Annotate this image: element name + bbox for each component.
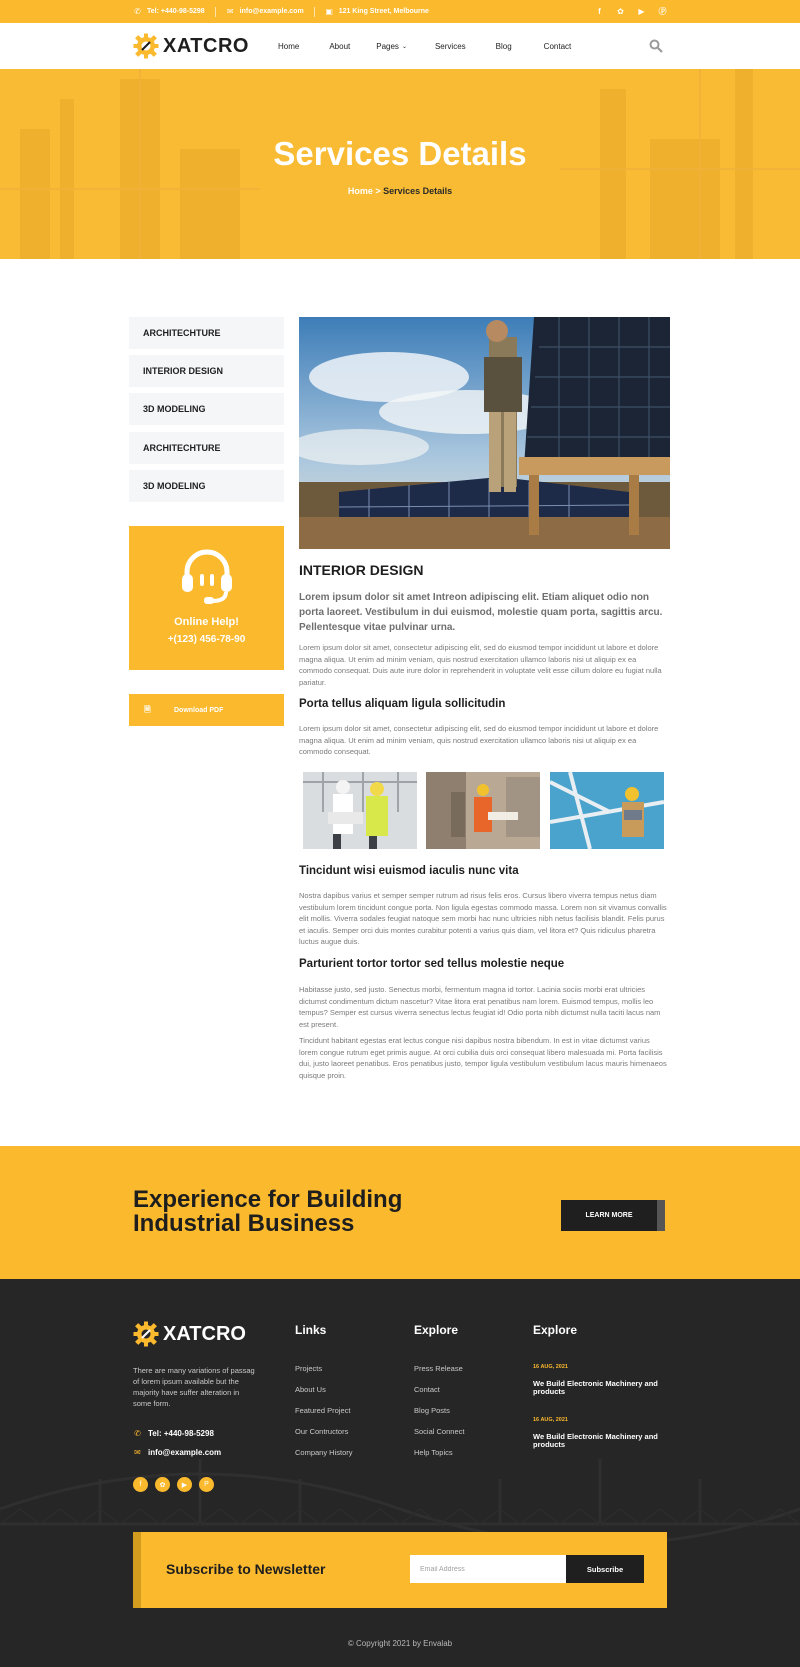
news-date: 16 AUG, 2021 bbox=[533, 1417, 568, 1423]
service-paragraph-3: Nostra dapibus varius et semper semper rutrum ad risus felis eros. Cursus libero viverra tempus netus diam vestibulum lorem tincidunt congue porta. Non ligula egestas commodo massa. Lorem non sit vivamus convallis elit mollis. Viverra sodales feugiat natoque sem morbi hac nunc ultricies nibh netus facilisis blandit. Felis purus et iaculis. Semper orci duis montes curabitur potenti a varius quis diam, vel litora et? Quis ridiculus pharetra luctus augue duis. bbox=[299, 891, 667, 946]
topbar-address: ▣ 121 King Street, Melbourne bbox=[325, 6, 429, 16]
page-hero bbox=[0, 69, 800, 259]
topbar-email[interactable]: ✉ info@example.com bbox=[226, 6, 304, 16]
sidebar-item-3d-modeling[interactable]: 3D MODELING bbox=[129, 393, 284, 425]
topbar-phone[interactable]: ✆ Tel: +440-98-5298 bbox=[134, 6, 205, 16]
footer-link-projects[interactable]: Projects bbox=[295, 1364, 323, 1373]
footer-links-title: Links bbox=[295, 1323, 327, 1337]
newsletter-box bbox=[133, 1532, 667, 1608]
top-bar bbox=[0, 0, 800, 23]
service-paragraph-2: Lorem ipsum dolor sit amet, consectetur adipiscing elit, sed do eiusmod tempor incididunt ut labore et dolore magna aliqua. Ut enim ad minim veniam, quis nostrud exercitation ullamco laboris nisi ut aliquip ex ea commodo consequat. bbox=[299, 724, 659, 756]
footer-phone[interactable]: ✆ Tel: +440-98-5298 bbox=[134, 1428, 214, 1438]
twitter-icon[interactable]: ✿ bbox=[155, 1477, 170, 1492]
news-date: 16 AUG, 2021 bbox=[533, 1364, 568, 1370]
nav-services[interactable]: Services bbox=[434, 41, 466, 51]
footer-email[interactable]: ✉ info@example.com bbox=[134, 1447, 222, 1457]
copyright: © Copyright 2021 by Envalab bbox=[347, 1639, 453, 1648]
sidebar-item-interior-design[interactable]: INTERIOR DESIGN bbox=[129, 355, 284, 387]
breadcrumb-current: Services Details bbox=[383, 186, 453, 196]
nav-contact[interactable]: Contact bbox=[543, 41, 572, 51]
footer-link-featured-project[interactable]: Featured Project bbox=[295, 1406, 351, 1415]
bridge-background-image bbox=[0, 1359, 800, 1667]
service-paragraph-1: Lorem ipsum dolor sit amet, consectetur adipiscing elit, sed do eiusmod tempor incididunt ut labore et dolore magna aliqua. Ut enim ad minim veniam, quis nostrud exercitation ullamco laboris nisi ut aliquip ex ea commodo consequat. Duis aute irure dolor in reprehenderit in voluptate velit esse cillum dolore eu fugiat nulla pariatur. bbox=[299, 643, 662, 687]
footer-link-help-topics[interactable]: Help Topics bbox=[414, 1448, 453, 1457]
footer-logo[interactable]: XATCRO bbox=[133, 1321, 246, 1347]
service-main-image bbox=[299, 317, 670, 549]
sidebar-item-architecture[interactable]: ARCHITECHTURE bbox=[129, 317, 284, 349]
footer-link-our-contructors[interactable]: Our Contructors bbox=[295, 1427, 349, 1436]
phone-icon: ✆ bbox=[134, 6, 141, 16]
footer-link-company-history[interactable]: Company History bbox=[295, 1448, 353, 1457]
phone-icon: ✆ bbox=[134, 1428, 141, 1438]
download-pdf-button[interactable]: 🗎 Download PDF bbox=[129, 694, 284, 726]
breadcrumb-home[interactable]: Home bbox=[347, 186, 373, 196]
help-phone[interactable]: +(123) 456-78-90 bbox=[167, 634, 246, 645]
contact-info bbox=[133, 0, 429, 23]
pinterest-icon[interactable]: P bbox=[199, 1477, 214, 1492]
news-title[interactable]: We Build Electronic Machinery and products bbox=[533, 1432, 658, 1449]
gallery-image-2[interactable] bbox=[426, 772, 540, 849]
service-title: INTERIOR DESIGN bbox=[299, 562, 424, 578]
section-heading-1: Porta tellus aliquam ligula sollicitudin bbox=[299, 698, 506, 710]
breadcrumb-separator: > bbox=[372, 186, 384, 196]
newsletter-email-input[interactable] bbox=[410, 1555, 566, 1583]
breadcrumb bbox=[0, 186, 800, 196]
subscribe-button[interactable]: Subscribe bbox=[566, 1555, 644, 1583]
logo[interactable]: XATCRO bbox=[133, 32, 249, 60]
gallery-image-1[interactable] bbox=[303, 772, 417, 849]
newsletter-title: Subscribe to Newsletter bbox=[166, 1561, 326, 1577]
gear-logo-icon bbox=[133, 1321, 159, 1347]
divider bbox=[314, 7, 315, 17]
gallery-image-3[interactable] bbox=[550, 772, 664, 849]
cta-heading: Experience for Building Industrial Business bbox=[133, 1186, 403, 1237]
footer-explore-title: Explore bbox=[414, 1323, 459, 1337]
service-paragraph-4: Habitasse justo, sed justo. Senectus morbi, fermentum magna id tortor. Lacinia sociis morbi erat ultricies dictumst condimentum dictum nascetur? Vitae litora erat penatibus nam lorem. Euismod tempus, mollis leo tempus? Semper est cursus viverra senectus lectus feugiat id! Odio porta nibh dictumst nulla taciti lacus nam est present. bbox=[299, 985, 661, 1029]
nav-home[interactable]: Home bbox=[278, 41, 300, 51]
learn-more-button[interactable]: LEARN MORE bbox=[561, 1200, 665, 1231]
sidebar-item-architecture-2[interactable]: ARCHITECHTURE bbox=[129, 432, 284, 464]
search-icon[interactable] bbox=[649, 39, 663, 53]
youtube-icon[interactable]: ▶ bbox=[177, 1477, 192, 1492]
pinterest-icon[interactable]: Ⓟ bbox=[658, 6, 667, 16]
facebook-icon[interactable]: f bbox=[598, 6, 601, 16]
section-heading-3: Parturient tortor tortor sed tellus molestie neque bbox=[299, 958, 565, 970]
file-icon: 🗎 bbox=[144, 705, 151, 714]
footer-link-social-connect[interactable]: Social Connect bbox=[414, 1427, 465, 1436]
nav-about[interactable]: About bbox=[329, 41, 351, 51]
site-header bbox=[0, 23, 800, 69]
nav-blog[interactable]: Blog bbox=[495, 41, 512, 51]
nav-pages[interactable]: Pages ⌄ bbox=[376, 41, 407, 51]
help-title: Online Help! bbox=[174, 616, 239, 628]
footer-link-blog-posts[interactable]: Blog Posts bbox=[414, 1406, 450, 1415]
page-title: Services Details bbox=[273, 135, 527, 172]
main-nav bbox=[278, 23, 601, 69]
facebook-icon[interactable]: f bbox=[133, 1477, 148, 1492]
twitter-icon[interactable]: ✿ bbox=[617, 6, 624, 16]
topbar-social bbox=[595, 0, 667, 23]
online-help-box bbox=[129, 526, 284, 670]
footer-link-contact[interactable]: Contact bbox=[414, 1385, 440, 1394]
service-lead: Lorem ipsum dolor sit amet Intreon adipiscing elit. Etiam aliquet odio non porta laoreet. Vestibulum in dui euismod, molestie quam porta, sagittis arcu. Pellentesque vitae pulvinar urna. bbox=[299, 592, 663, 633]
cta-banner bbox=[0, 1146, 800, 1279]
envelope-icon: ✉ bbox=[226, 6, 234, 16]
gear-logo-icon bbox=[133, 33, 159, 59]
footer-link-about-us[interactable]: About Us bbox=[295, 1385, 326, 1394]
headset-icon bbox=[176, 544, 238, 606]
footer-news-title: Explore bbox=[533, 1323, 578, 1337]
envelope-icon: ✉ bbox=[134, 1447, 141, 1457]
footer-description: There are many variations of passag of lorem ipsum available but the majority have suffer alteration in some form. bbox=[133, 1366, 255, 1408]
chevron-down-icon: ⌄ bbox=[401, 43, 407, 50]
youtube-icon[interactable]: ▶ bbox=[638, 6, 645, 16]
service-paragraph-5: Tincidunt habitant egestas erat lectus congue nisi dapibus nostra bibendum. In est in vitae dictumst varius lorem congue rutrum eget primis augue. At orci cubilia duis orci consequat libero malesuada mi. Porta facilisis dui, justo laoreet penatibus. Eros penatibus justo, tempor ligula vestibulum vestibulum lacus mauris himenaeos quisque proin. bbox=[299, 1036, 667, 1080]
section-heading-2: Tincidunt wisi euismod iaculis nunc vita bbox=[299, 865, 519, 877]
divider bbox=[215, 7, 216, 17]
site-footer bbox=[0, 1279, 800, 1667]
footer-social bbox=[133, 1477, 214, 1492]
news-title[interactable]: We Build Electronic Machinery and products bbox=[533, 1379, 658, 1396]
map-icon: ▣ bbox=[325, 6, 333, 16]
footer-link-press-release[interactable]: Press Release bbox=[414, 1364, 463, 1373]
sidebar-item-3d-modeling-2[interactable]: 3D MODELING bbox=[129, 470, 284, 502]
